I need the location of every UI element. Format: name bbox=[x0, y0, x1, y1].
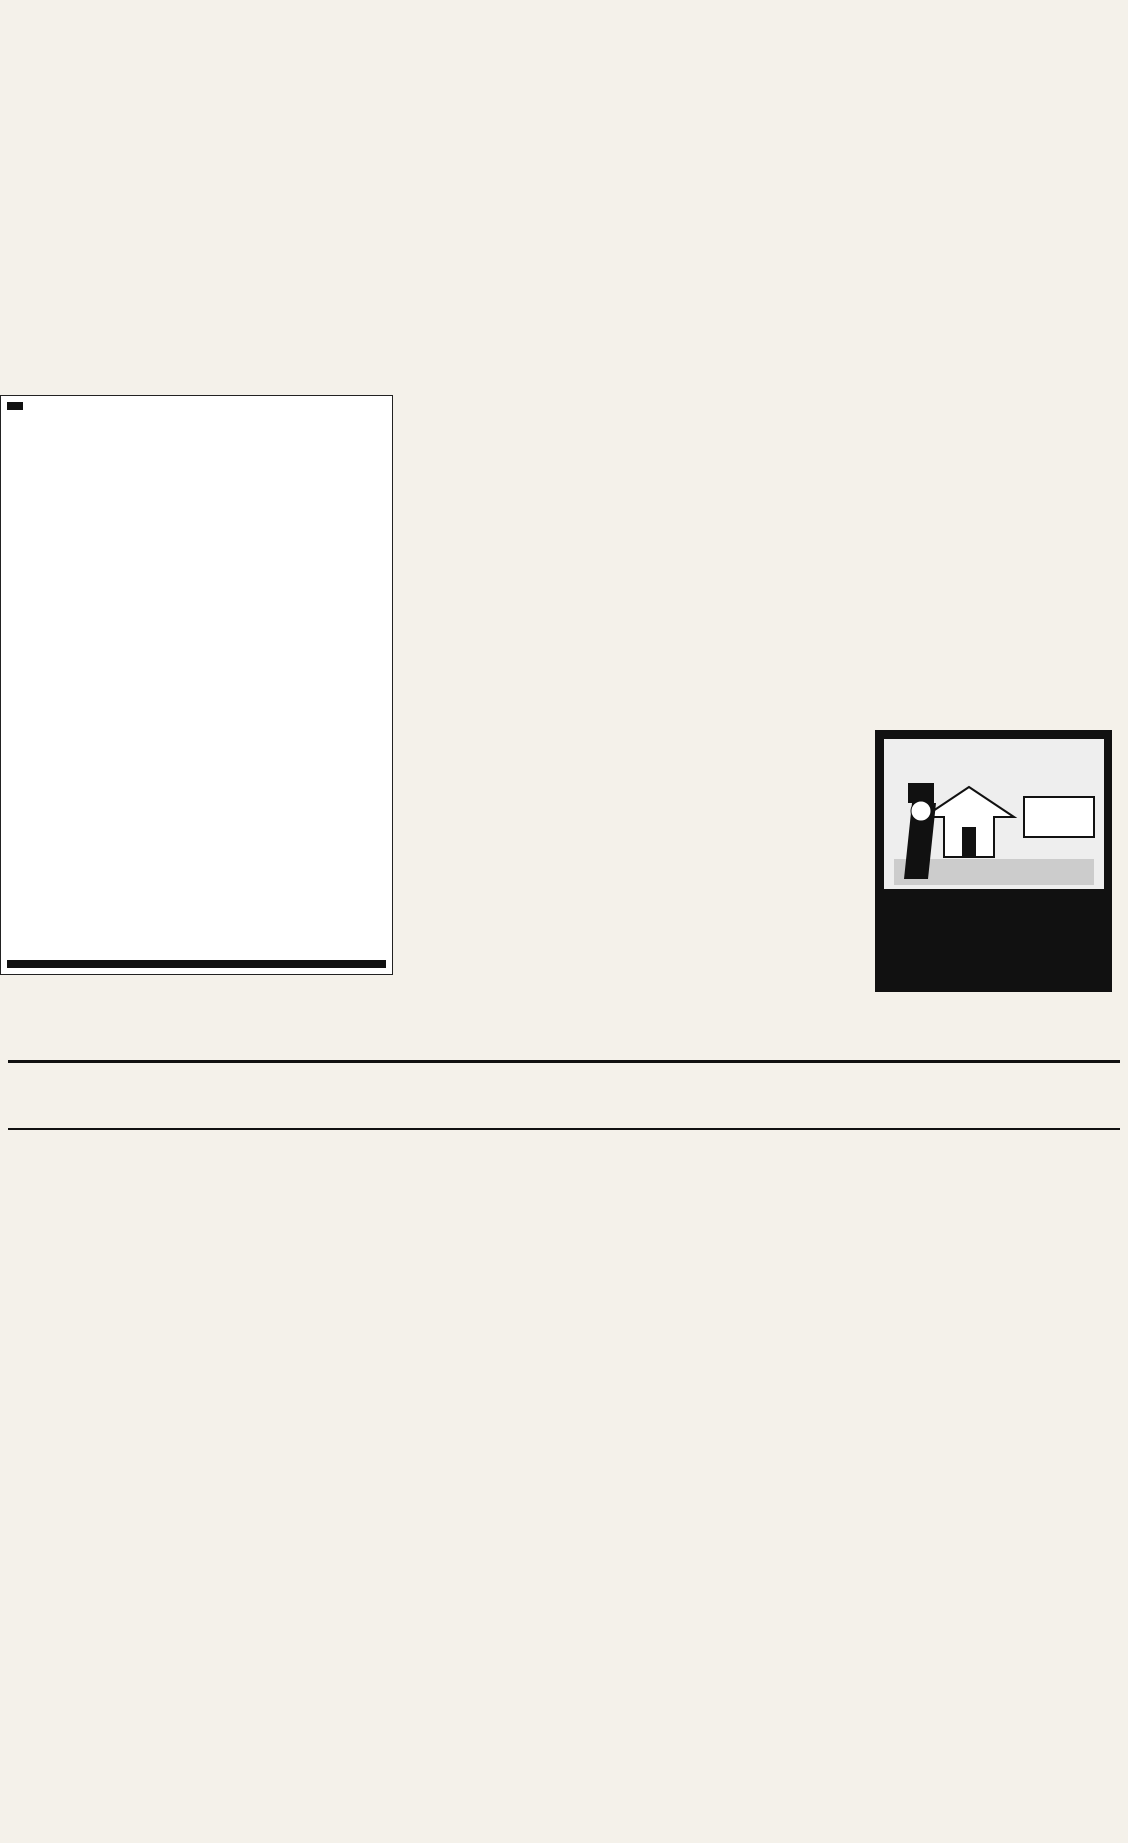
service-guide-section bbox=[8, 1136, 1120, 1836]
home-service-guide-banner bbox=[8, 1060, 1120, 1130]
magician-illustration bbox=[884, 739, 1104, 889]
auction-footer bbox=[7, 960, 386, 968]
magician-figure bbox=[884, 739, 1104, 889]
auction-tag bbox=[7, 402, 23, 410]
public-auction-ad bbox=[0, 395, 393, 975]
masthead bbox=[8, 8, 1120, 24]
addition-magician-ad bbox=[875, 730, 1112, 992]
